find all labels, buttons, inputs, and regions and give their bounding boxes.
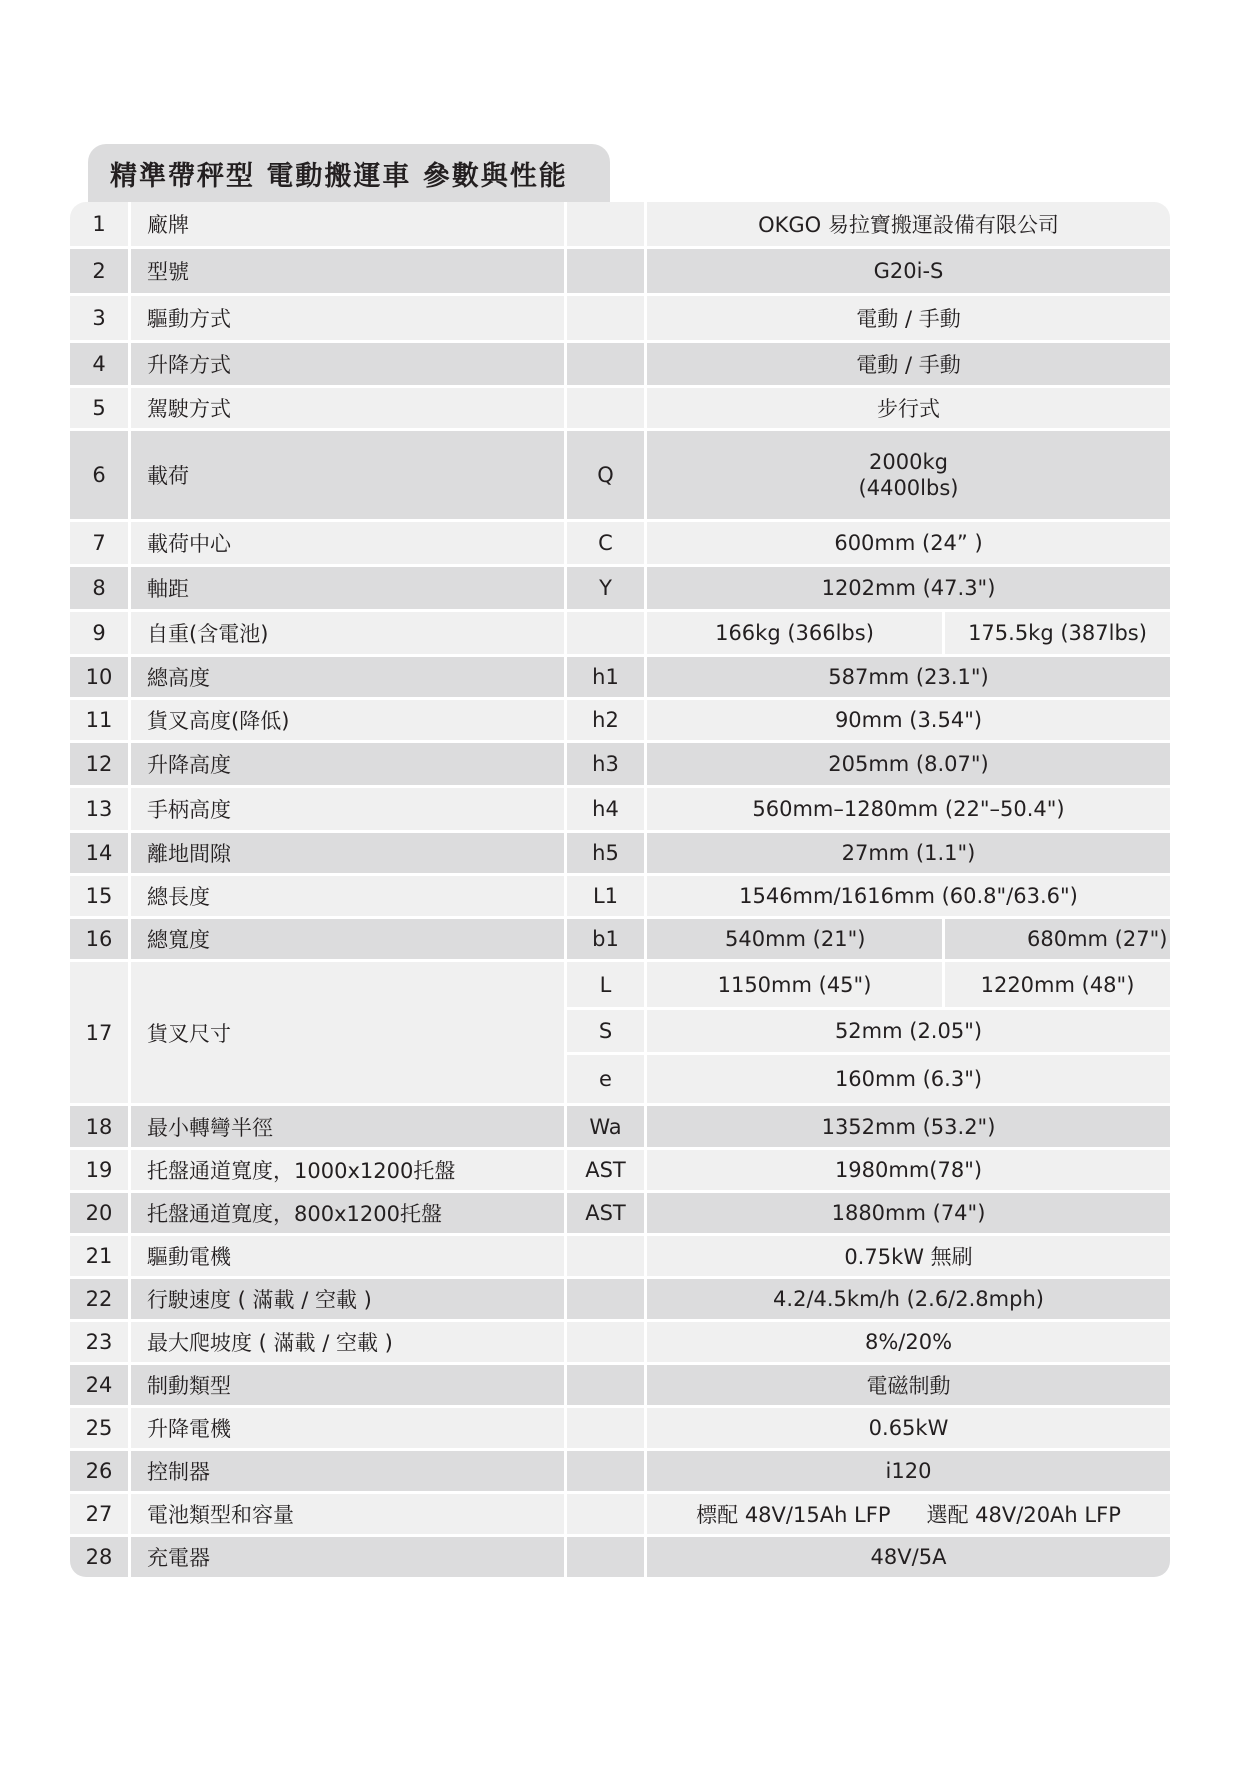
table-row	[70, 1448, 1170, 1491]
row-symbol: h4	[564, 788, 644, 830]
row-symbol: AST	[564, 1150, 644, 1190]
row-label: 軸距	[128, 567, 564, 609]
row-number: 11	[85, 708, 113, 732]
row-label: 制動類型	[128, 1365, 564, 1405]
row-symbol: e	[564, 1055, 644, 1103]
row-value: 4.2/4.5km/h (2.6/2.8mph)	[644, 1279, 1170, 1319]
row-number: 16	[85, 927, 113, 951]
row-value: 8%/20%	[644, 1322, 1170, 1362]
row-symbol: b1	[564, 919, 644, 959]
row-value: 1202mm (47.3")	[644, 567, 1170, 609]
row-number: 10	[85, 665, 113, 689]
row-value: 27mm (1.1")	[644, 833, 1170, 873]
row-symbol	[564, 612, 644, 654]
row-symbol: Q	[564, 431, 644, 519]
table-row	[70, 609, 1170, 654]
row-value-alt: 680mm (27")	[942, 919, 1170, 959]
row-value: i120	[644, 1451, 1170, 1491]
row-number: 2	[92, 259, 106, 283]
table-row	[70, 293, 1170, 340]
table-row	[70, 916, 1170, 959]
row-label: 貨叉高度(降低)	[128, 700, 564, 740]
row-symbol: Y	[564, 567, 644, 609]
row-value	[644, 1494, 1170, 1534]
page-title: 精準帶秤型 電動搬運車 參數與性能	[88, 144, 610, 202]
row-value-alt: 175.5kg (387lbs)	[942, 612, 1170, 654]
row-value: 560mm–1280mm (22"–50.4")	[644, 788, 1170, 830]
row-value: 90mm (3.54")	[644, 700, 1170, 740]
table-row	[70, 1233, 1170, 1276]
row-symbol: AST	[564, 1193, 644, 1233]
row-symbol: Wa	[564, 1106, 644, 1147]
row-value: 1880mm (74")	[644, 1193, 1170, 1233]
row-number: 19	[85, 1158, 113, 1182]
row-label: 托盤通道寬度，800x1200托盤	[128, 1193, 564, 1233]
row-label: 電池類型和容量	[128, 1494, 564, 1534]
row-label: 總寬度	[128, 919, 564, 959]
row-number: 7	[92, 531, 106, 555]
row-label: 驅動方式	[128, 296, 564, 340]
table-row	[70, 202, 1170, 246]
table-row	[70, 564, 1170, 609]
row-label: 最大爬坡度 ( 滿載 / 空載 )	[128, 1322, 564, 1362]
row-number: 1	[92, 212, 106, 236]
row-number: 6	[92, 463, 106, 487]
row-value: 1546mm/1616mm (60.8"/63.6")	[644, 876, 1170, 916]
row-symbol: h3	[564, 743, 644, 785]
row-number: 9	[92, 621, 106, 645]
row-number: 13	[85, 797, 113, 821]
row-value: 1352mm (53.2")	[644, 1106, 1170, 1147]
row-value: 步行式	[644, 388, 1170, 428]
row-symbol: S	[564, 1010, 644, 1052]
sub-row	[564, 1010, 1170, 1052]
table-row	[70, 340, 1170, 385]
row-symbol	[564, 1322, 644, 1362]
row-symbol	[564, 1537, 644, 1577]
row-symbol	[564, 343, 644, 385]
row-value	[644, 431, 1170, 519]
row-symbol	[564, 1236, 644, 1276]
row-value: 587mm (23.1")	[644, 657, 1170, 697]
row-symbol	[564, 249, 644, 293]
row-value-alt: 1220mm (48")	[942, 962, 1170, 1007]
row-value: 電動 / 手動	[644, 343, 1170, 385]
table-row	[70, 1190, 1170, 1233]
row-number: 8	[92, 576, 106, 600]
row-value: 52mm (2.05")	[644, 1010, 1170, 1052]
row-label: 升降方式	[128, 343, 564, 385]
table-row	[70, 246, 1170, 293]
row-value-standard: 540mm (21")	[644, 919, 942, 959]
row-value: 205mm (8.07")	[644, 743, 1170, 785]
row-number: 18	[85, 1114, 113, 1139]
row-symbol	[564, 1279, 644, 1319]
row-number: 15	[85, 884, 113, 908]
battery-optional: 選配 48V/20Ah LFP	[926, 1503, 1121, 1527]
row-number: 24	[85, 1373, 113, 1397]
row-label: 型號	[128, 249, 564, 293]
row-symbol	[564, 1408, 644, 1448]
row-value: 電動 / 手動	[644, 296, 1170, 340]
row-number: 4	[92, 352, 106, 376]
table-row	[70, 654, 1170, 697]
row-number: 21	[85, 1244, 113, 1268]
row-label: 升降電機	[128, 1408, 564, 1448]
row-number: 17	[70, 962, 128, 1103]
row-number: 22	[85, 1287, 113, 1311]
table-row	[70, 697, 1170, 740]
row-number: 5	[92, 396, 106, 420]
row-number: 3	[92, 306, 106, 330]
row-label: 貨叉尺寸	[128, 962, 564, 1103]
row-symbol	[564, 1451, 644, 1491]
row-symbol: h1	[564, 657, 644, 697]
row-value: OKGO 易拉寶搬運設備有限公司	[644, 202, 1170, 246]
row-label: 驅動電機	[128, 1236, 564, 1276]
row-number: 27	[85, 1502, 113, 1526]
sub-row	[564, 962, 1170, 1007]
row-value-standard: 166kg (366lbs)	[644, 612, 942, 654]
table-row	[70, 785, 1170, 830]
row-symbol	[564, 1365, 644, 1405]
row-value: 1980mm(78")	[644, 1150, 1170, 1190]
row-value: 160mm (6.3")	[644, 1055, 1170, 1103]
row-label: 行駛速度 ( 滿載 / 空載 )	[128, 1279, 564, 1319]
table-row	[70, 519, 1170, 564]
table-row	[70, 740, 1170, 785]
sub-row	[564, 1055, 1170, 1103]
row-value: 48V/5A	[644, 1537, 1170, 1577]
table-row	[70, 1103, 1170, 1147]
table-row	[70, 385, 1170, 428]
row-label: 總長度	[128, 876, 564, 916]
row-symbol: L	[564, 962, 644, 1007]
table-row	[70, 428, 1170, 519]
row-label: 載荷	[128, 431, 564, 519]
row-value: 0.65kW	[644, 1408, 1170, 1448]
row-label: 自重(含電池)	[128, 612, 564, 654]
row-symbol: h2	[564, 700, 644, 740]
row-symbol: h5	[564, 833, 644, 873]
load-lbs: (4400lbs)	[858, 476, 959, 500]
row-label: 廠牌	[128, 202, 564, 246]
row-label: 載荷中心	[128, 522, 564, 564]
row-value: 電磁制動	[644, 1365, 1170, 1405]
row-symbol: C	[564, 522, 644, 564]
table-row	[70, 1405, 1170, 1448]
row-label: 充電器	[128, 1537, 564, 1577]
row-number: 12	[85, 752, 113, 776]
row-symbol	[564, 388, 644, 428]
table-row	[70, 1147, 1170, 1190]
table-row	[70, 830, 1170, 873]
row-label: 手柄高度	[128, 788, 564, 830]
row-label: 駕駛方式	[128, 388, 564, 428]
row-value: G20i-S	[644, 249, 1170, 293]
table-row-fork-dimensions	[70, 959, 1170, 1103]
load-kg: 2000kg	[869, 450, 948, 474]
table-row	[70, 1534, 1170, 1577]
row-number: 26	[85, 1459, 113, 1483]
row-number: 25	[85, 1416, 113, 1440]
row-label: 控制器	[128, 1451, 564, 1491]
row-label: 升降高度	[128, 743, 564, 785]
row-label: 最小轉彎半徑	[128, 1106, 564, 1147]
row-number: 20	[85, 1201, 113, 1225]
row-symbol	[564, 296, 644, 340]
row-label: 總高度	[128, 657, 564, 697]
row-symbol	[564, 202, 644, 246]
row-value: 0.75kW 無刷	[644, 1236, 1170, 1276]
row-number: 23	[85, 1330, 113, 1354]
spec-table	[70, 202, 1170, 1577]
table-row	[70, 1276, 1170, 1319]
row-label: 離地間隙	[128, 833, 564, 873]
row-number: 14	[85, 841, 113, 865]
row-symbol	[564, 1494, 644, 1534]
row-symbol: L1	[564, 876, 644, 916]
table-row	[70, 873, 1170, 916]
row-value-standard: 1150mm (45")	[644, 962, 942, 1007]
battery-standard: 標配 48V/15Ah LFP	[696, 1503, 891, 1527]
row-value: 600mm (24” )	[644, 522, 1170, 564]
table-row	[70, 1362, 1170, 1405]
row-label: 托盤通道寬度，1000x1200托盤	[128, 1150, 564, 1190]
row-number: 28	[85, 1545, 113, 1569]
table-row	[70, 1319, 1170, 1362]
table-row	[70, 1491, 1170, 1534]
